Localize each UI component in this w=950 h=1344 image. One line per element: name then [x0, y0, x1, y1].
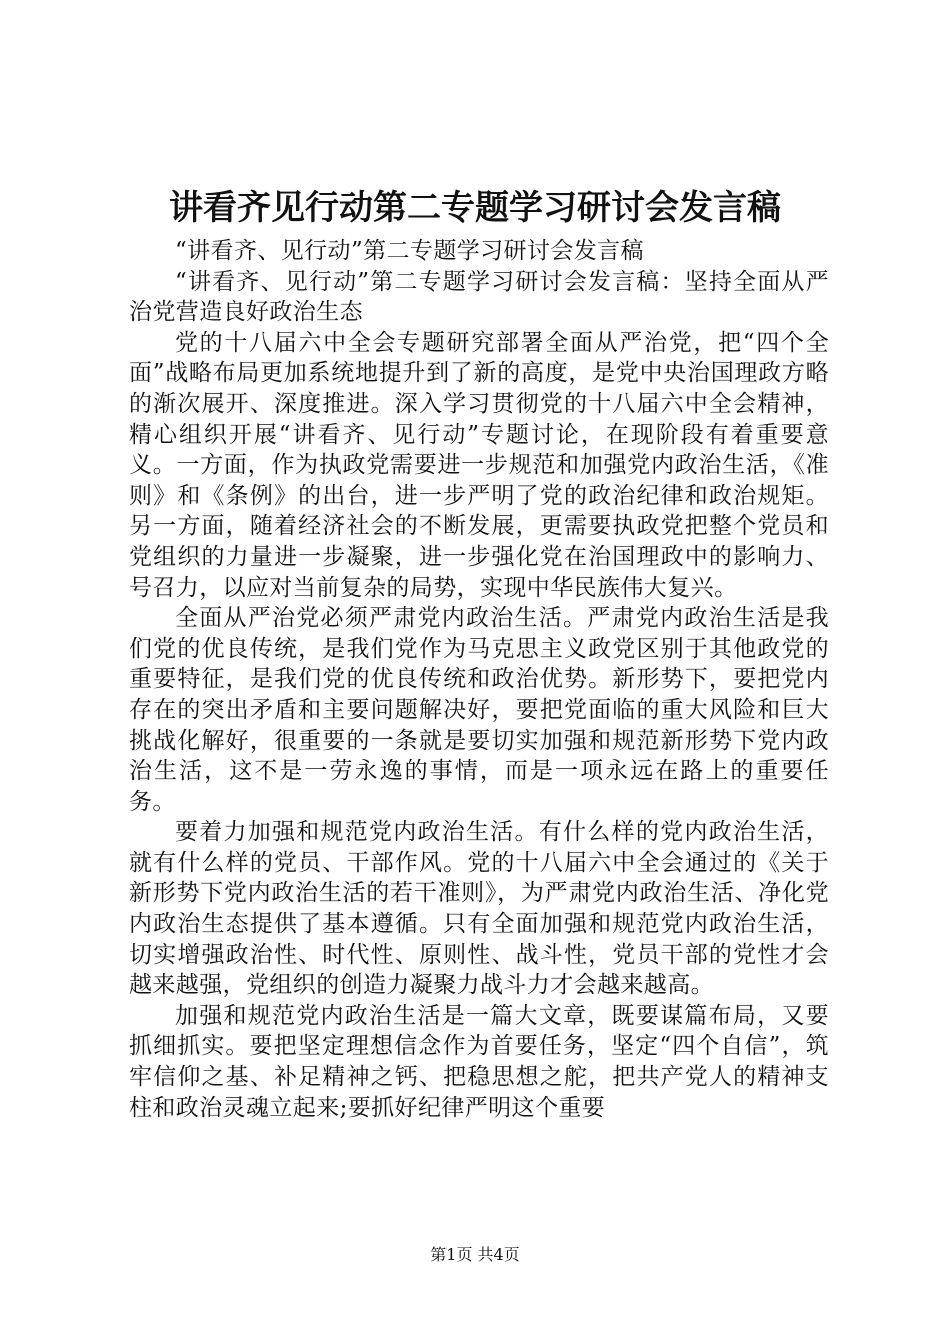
paragraph: 全面从严治党必须严肃党内政治生活。严肃党内政治生活是我们党的优良传统，是我们党作为马克思主义政党区别于其他政党的重要特征，是我们党的优良传统和政治优势。新形势下，要把党内存在的突出矛盾和主要问题解决好，要把党面临的重大风险和巨大挑战化解好，很重要的一条就是要切实加强和规范新形势下党内政治生活，这不是一劳永逸的事情，而是一项永远在路上的重要任务。	[129, 605, 829, 815]
document-body	[129, 236, 829, 1123]
paragraph-heading: “讲看齐、见行动”第二专题学习研讨会发言稿：坚持全面从严治党营造良好政治生态	[129, 268, 829, 326]
document-title: 讲看齐见行动第二专题学习研讨会发言稿	[169, 188, 781, 228]
paragraph: 加强和规范党内政治生活是一篇大文章，既要谋篇布局，又要抓细抓实。要把坚定理想信念作为首要任务，坚定“四个自信”，筑牢信仰之基、补足精神之钙、把稳思想之舵，把共产党人的精神支柱和政治灵魂立起来;要抓好纪律严明这个重要	[129, 1002, 829, 1121]
paragraph: 党的十八届六中全会专题研究部署全面从严治党，把“四个全面”战略布局更加系统地提升到了新的高度，是党中央治国理政方略的渐次展开、深度推进。深入学习贯彻党的十八届六中全会精神，精心组织开展“讲看齐、见行动”专题讨论，在现阶段有着重要意义。一方面，作为执政党需要进一步规范和加强党内政治生活，《准则》和《条例》的出台，进一步严明了党的政治纪律和政治规矩。另一方面，随着经济社会的不断发展，更需要执政党把整个党员和党组织的力量进一步凝聚，进一步强化党在治国理政中的影响力、号召力，以应对当前复杂的局势，实现中华民族伟大复兴。	[129, 329, 829, 601]
paragraph: 要着力加强和规范党内政治生活。有什么样的党内政治生活，就有什么样的党员、干部作风。党的十八届六中全会通过的《关于新形势下党内政治生活的若干准则》，为严肃党内政治生活、净化党内政治生态提供了基本遵循。只有全面加强和规范党内政治生活，切实增强政治性、时代性、原则性、战斗性，党员干部的党性才会越来越强，党组织的创造力凝聚力战斗力才会越来越高。	[129, 819, 829, 999]
paragraph-subtitle: “讲看齐、见行动”第二专题学习研讨会发言稿	[175, 238, 644, 264]
page-number-footer: 第1页 共4页	[430, 1245, 520, 1264]
